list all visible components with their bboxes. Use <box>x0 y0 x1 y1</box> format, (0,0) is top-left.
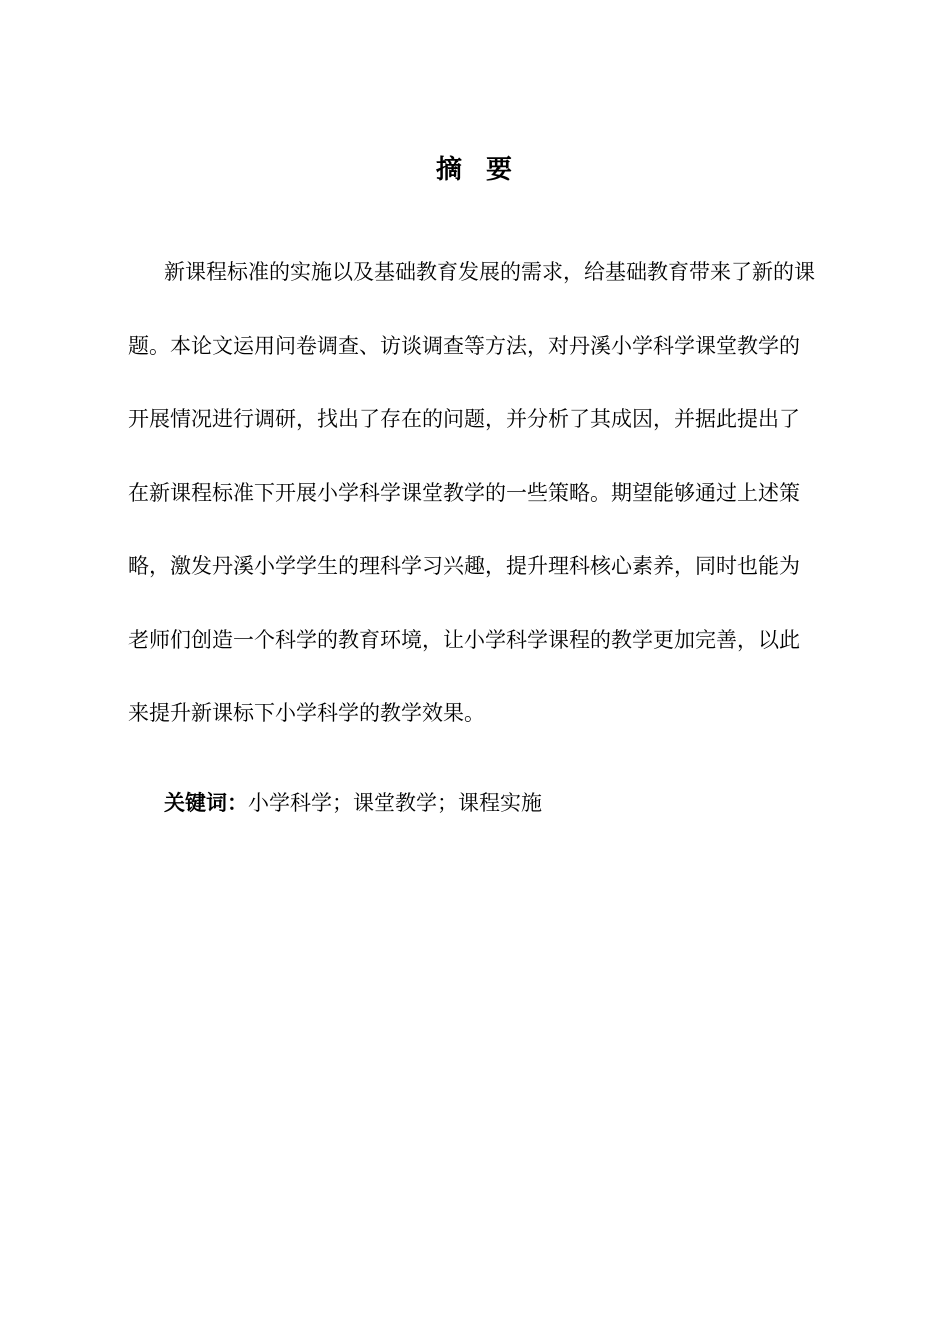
abstract-line: 来提升新课标下小学科学的教学效果。 <box>128 701 485 725</box>
keywords <box>164 786 864 820</box>
abstract-line: 开展情况进行调研，找出了存在的问题，并分析了其成因，并据此提出了 <box>128 407 800 431</box>
keywords-label: 关键词： <box>164 791 248 815</box>
abstract-line: 略，激发丹溪小学学生的理科学习兴趣，提升理科核心素养，同时也能为 <box>128 554 800 578</box>
keywords-value: 小学科学；课堂教学；课程实施 <box>248 791 542 815</box>
abstract-line: 老师们创造一个科学的教育环境，让小学科学课程的教学更加完善，以此 <box>128 627 800 652</box>
abstract-line: 在新课程标准下开展小学科学课堂教学的一些策略。期望能够通过上述策 <box>128 480 800 505</box>
page-title: 摘 要 <box>435 155 515 185</box>
abstract-line: 新课程标准的实施以及基础教育发展的需求，给基础教育带来了新的课 <box>164 260 815 284</box>
abstract-line: 题。本论文运用问卷调查、访谈调查等方法，对丹溪小学科学课堂教学的 <box>128 333 800 358</box>
abstract-paragraph <box>128 236 864 751</box>
